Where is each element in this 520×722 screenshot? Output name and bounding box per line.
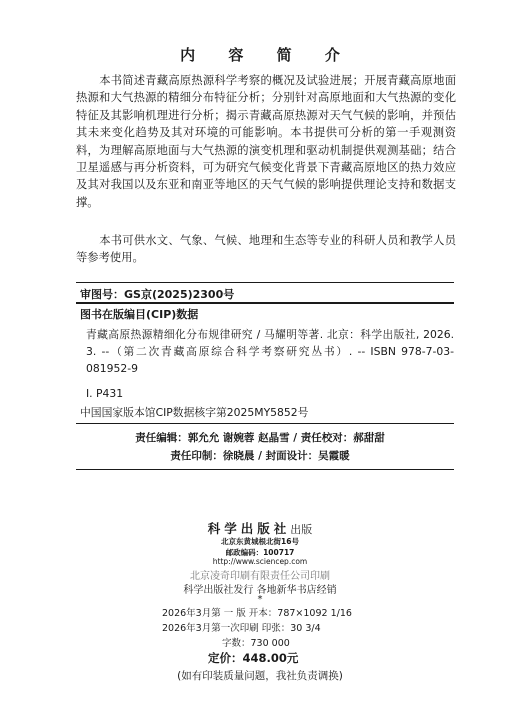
divider-credits bbox=[76, 423, 454, 424]
separator-star: * bbox=[257, 594, 263, 605]
divider-bottom bbox=[76, 469, 454, 470]
page-title: 内 容 简 介 bbox=[180, 46, 354, 64]
publisher-postcode: 邮政编码：100717 bbox=[225, 548, 295, 557]
cip-check-number: 中国国家版本馆CIP数据核字第2025MY5852号 bbox=[80, 406, 309, 419]
divider-cip bbox=[76, 302, 454, 304]
publisher-suffix: 出版 bbox=[290, 523, 313, 536]
publisher-line bbox=[0, 518, 520, 537]
distribution-line: 科学出版社发行 各地新华书店经销 bbox=[183, 585, 337, 596]
summary-text-2: 本书可供水文、气象、气候、地理和生态等专业的科研人员和教学人员等参考使用。 bbox=[76, 234, 456, 265]
publisher-name: 科学出版社 bbox=[207, 521, 291, 536]
printer-line: 北京凌奇印刷有限责任公司印刷 bbox=[190, 571, 330, 582]
credits-print-design: 责任印制：徐晓晨 / 封面设计：吴霞暖 bbox=[170, 450, 350, 462]
review-number: 审图号：GS京(2025)2300号 bbox=[80, 288, 235, 301]
summary-paragraph-2 bbox=[76, 232, 456, 267]
summary-paragraph-1 bbox=[76, 72, 456, 211]
printing-line: 2026年3月第一次印刷 印张：30 3/4 bbox=[162, 623, 321, 634]
cip-entry: 青藏高原热源精细化分布规律研究 / 马耀明等著. 北京：科学出版社, 2026. 3. --（第二次青藏高原综合科学考察研究丛书）. -- ISBN 978-7-03-081952-9 bbox=[86, 328, 454, 375]
quality-note: (如有印装质量问题，我社负责调换) bbox=[177, 670, 343, 682]
credits-editors: 责任编辑：郭允允 谢婉蓉 赵晶雪 / 责任校对：郝甜甜 bbox=[135, 432, 385, 444]
cip-heading: 图书在版编目(CIP)数据 bbox=[80, 308, 199, 321]
publisher-website: http://www.sciencep.com bbox=[212, 557, 308, 566]
word-count: 字数：730 000 bbox=[222, 638, 290, 649]
price: 定价：448.00元 bbox=[208, 651, 299, 665]
edition-line: 2026年3月第 一 版 开本：787×1092 1/16 bbox=[162, 608, 352, 619]
publisher-address: 北京东黄城根北街16号 bbox=[221, 537, 299, 546]
summary-text-1: 本书简述青藏高原热源科学考察的概况及试验进展；开展青藏高原地面热源和大气热源的精细分布特征分析；分别针对高原地面和大气热源的变化特征及其影响机理进行分析；揭示青藏高原热源对天气气候的影响，并预估其未来变化趋势及其对环境的可能影响。本书提供可分析的第一手观测资料，为理解高原地面与大气热源的演变机理和驱动机制提供观测基础；结合卫星遥感与再分析资料，可为研究气候变化背景下青藏高原地区的热力效应及其对我国以及东亚和南亚等地区的天气气候的影响提供理论支持和数据支撑。 bbox=[76, 74, 456, 209]
divider-top bbox=[76, 282, 454, 283]
cip-classification: Ⅰ. P431 bbox=[86, 387, 124, 400]
